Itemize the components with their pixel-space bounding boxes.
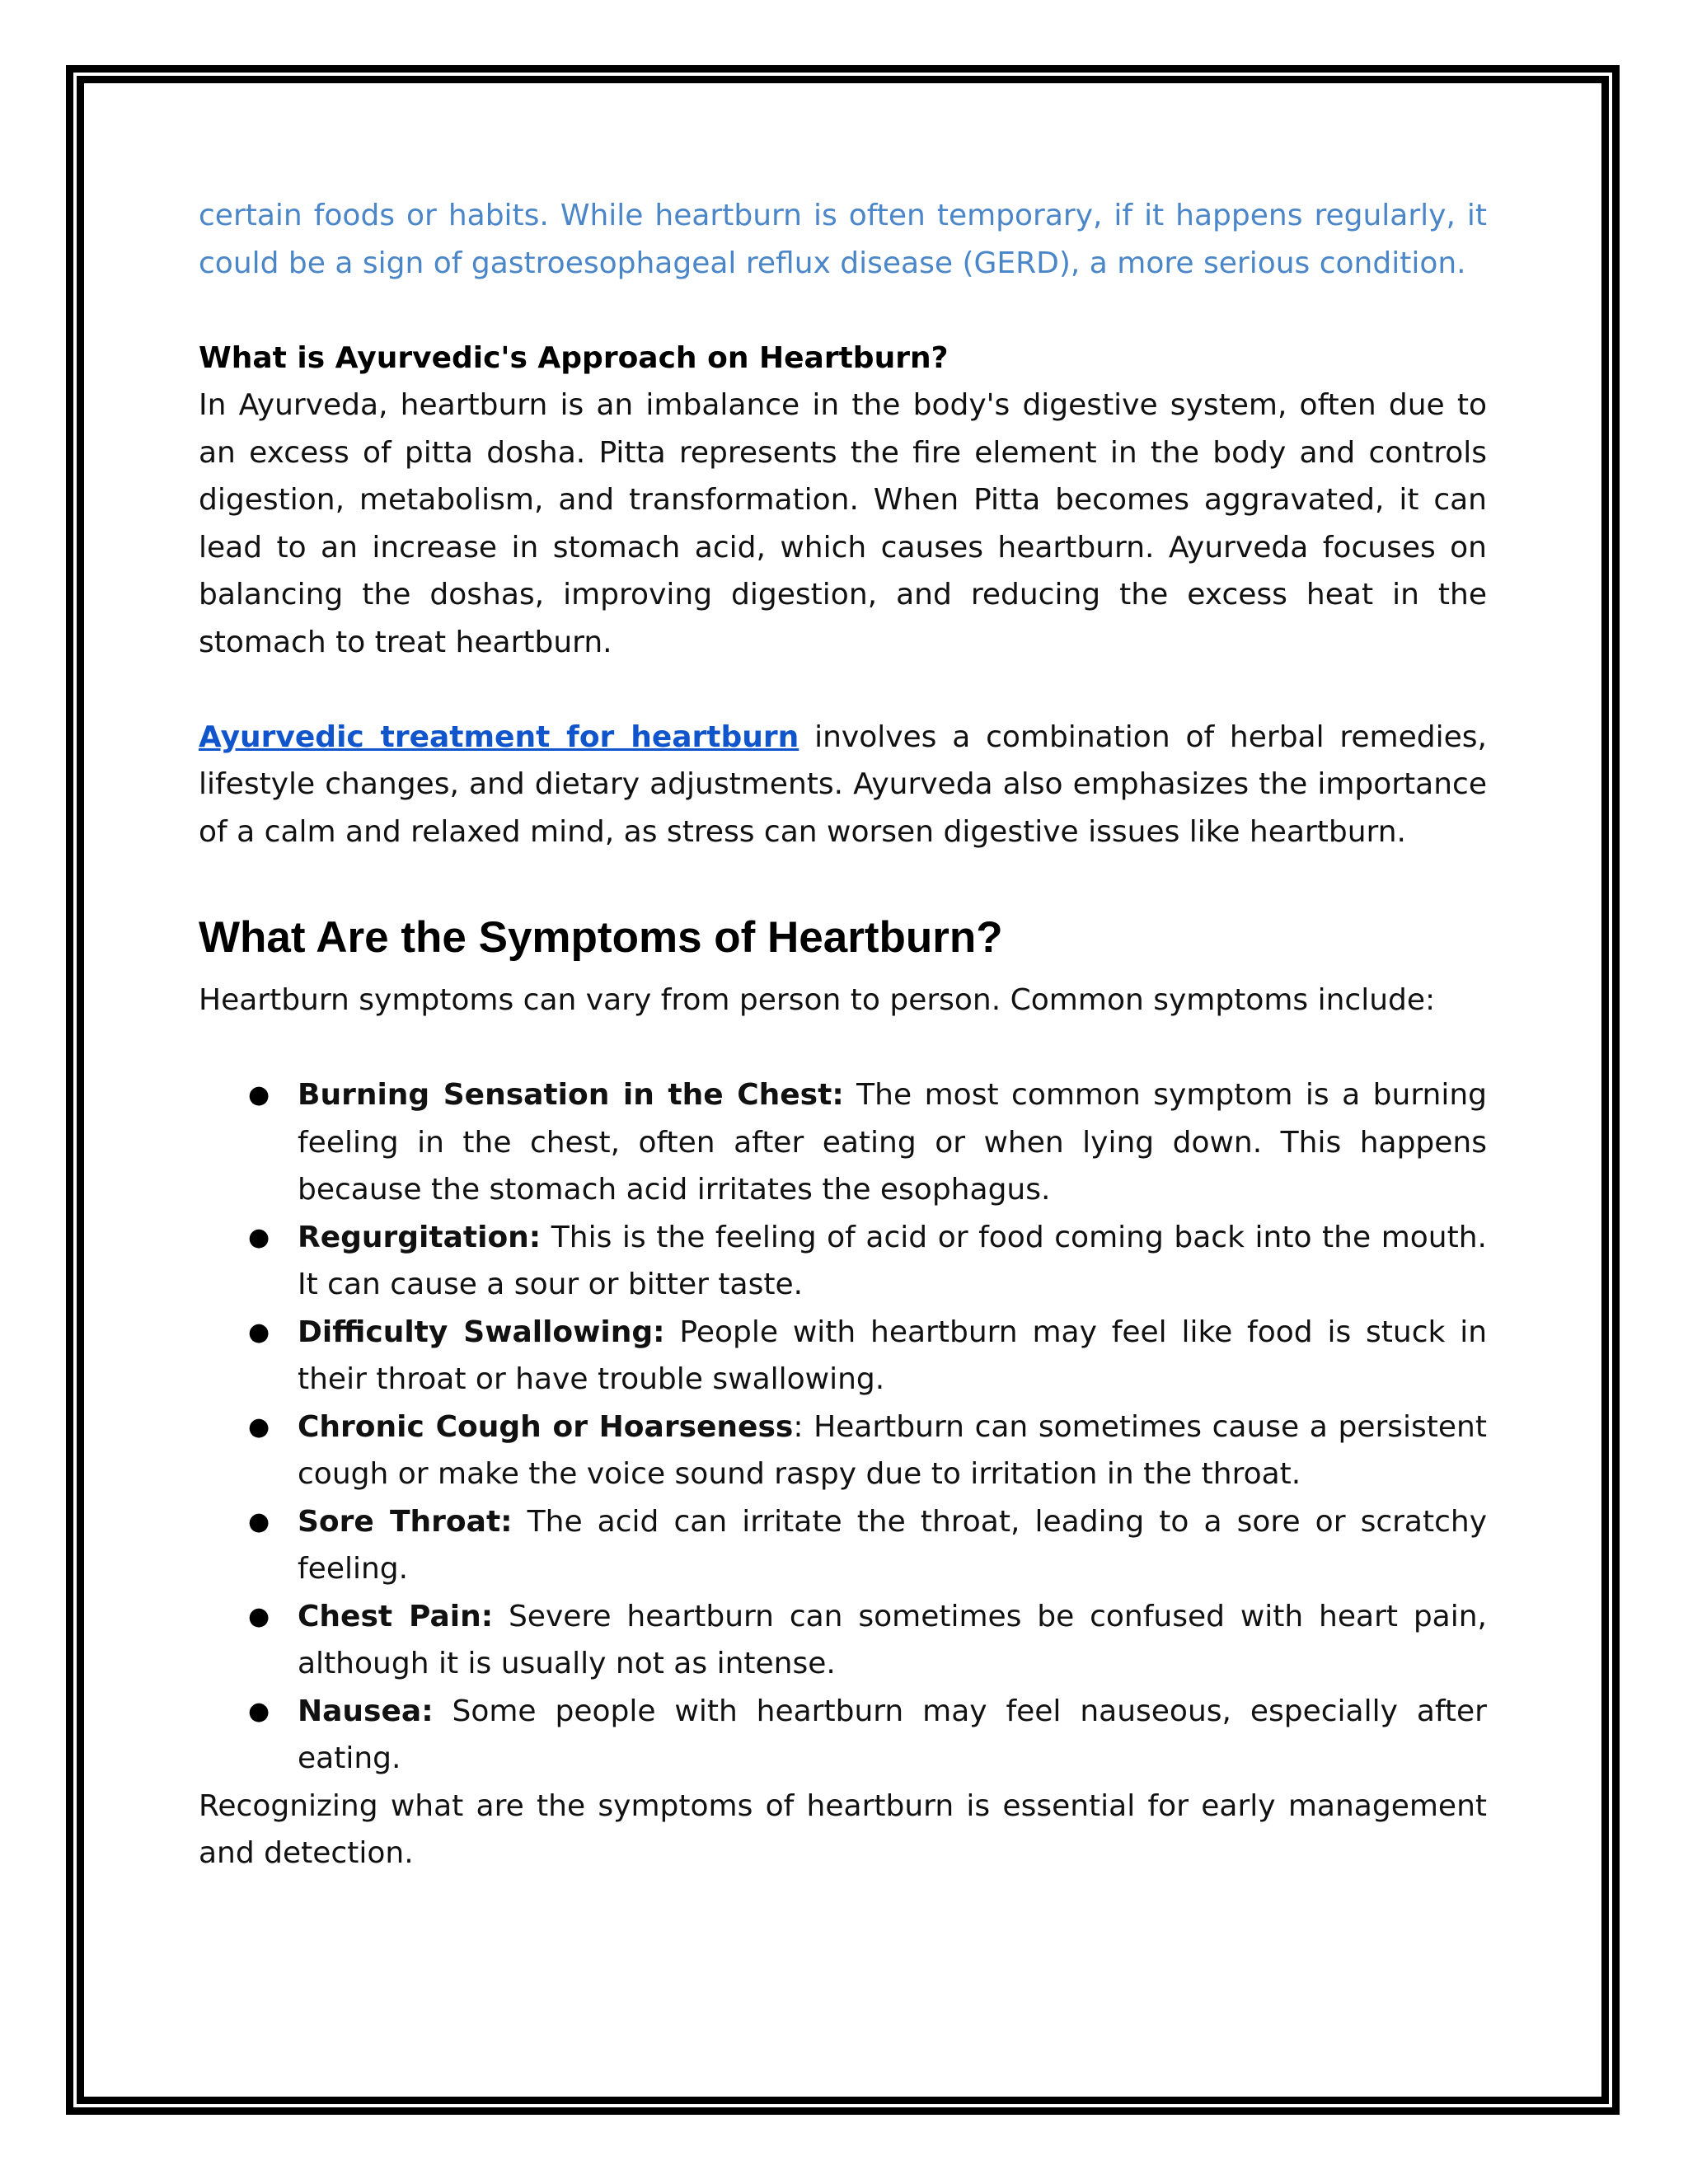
symptom-term: Regurgitation: [298, 1220, 542, 1254]
approach-paragraph: In Ayurveda, heartburn is an imbalance in the body's digestive system, often due to an excess of pitta dosha. Pitta represents the fire element in the body and controls digestion, metabolism, and transformation. When Pitta becomes aggravated, it can lead to an increase in stomach acid, which causes heartburn. Ayurveda focuses on balancing the doshas, improving digestion, and reducing the excess heat in the stomach to treat heartburn. [199, 388, 1487, 659]
treatment-paragraph [199, 714, 1487, 856]
bullet-icon: ● [248, 1412, 270, 1441]
bullet-icon: ● [248, 1222, 270, 1252]
list-item [248, 1309, 1488, 1404]
bullet-icon: ● [248, 1696, 270, 1726]
treatment-link[interactable]: Ayurvedic treatment for heartburn [199, 719, 799, 754]
intro-paragraph: certain foods or habits. While heartburn is often temporary, if it happens regularly, it could be a sign of gastroesophageal reflux disease (GERD), a more serious condition. [199, 199, 1487, 280]
symptom-term: Difficulty Swallowing: [298, 1315, 665, 1349]
treatment-text: involves a combination of herbal remedies, lifestyle changes, and dietary adjustments. Ayurveda also emphasizes the importance of a calm and relaxed mind, as stress can worsen digestive issues like heartburn. [199, 719, 1487, 849]
list-item [248, 1593, 1487, 1688]
bullet-icon: ● [248, 1080, 270, 1109]
bullet-icon: ● [248, 1507, 270, 1536]
list-item [248, 1214, 1487, 1309]
symptom-term: Sore Throat: [298, 1504, 513, 1539]
list-item [248, 1404, 1487, 1498]
list-item [248, 1498, 1488, 1593]
document-body [199, 192, 1487, 1877]
symptom-term: Burning Sensation in the Chest: [298, 1078, 844, 1112]
symptom-text: This is the feeling of acid or food coming back into the mouth. It can cause a sour or bitter taste. [298, 1220, 1487, 1301]
symptom-text: The most common symptom is a burning feeling in the chest, often after eating or when lying down. This happens because the stomach acid irritates the esophagus. [298, 1078, 1487, 1207]
list-item [248, 1688, 1487, 1783]
symptom-term: Chest Pain: [298, 1599, 494, 1633]
closing-paragraph: Recognizing what are the symptoms of heartburn is essential for early management and detection. [199, 1788, 1487, 1870]
approach-heading: What is Ayurvedic's Approach on Heartburn? [199, 340, 949, 375]
symptom-list [199, 1071, 1487, 1783]
symptom-term: Nausea: [298, 1694, 434, 1728]
list-item [248, 1071, 1487, 1214]
symptom-text: Some people with heartburn may feel nauseous, especially after eating. [298, 1694, 1487, 1775]
symptoms-heading: What Are the Symptoms of Heartburn? [199, 913, 1003, 962]
symptom-text: Severe heartburn can sometimes be confused with heart pain, although it is usually not as intense. [298, 1599, 1487, 1680]
symptom-text: The acid can irritate the throat, leading to a sore or scratchy feeling. [298, 1504, 1488, 1586]
bullet-icon: ● [248, 1601, 270, 1631]
symptom-text: : Heartburn can sometimes cause a persistent cough or make the voice sound raspy due to irritation in the throat. [298, 1409, 1487, 1491]
symptoms-intro: Heartburn symptoms can vary from person to person. Common symptoms include: [199, 983, 1436, 1017]
symptom-term: Chronic Cough or Hoarseness [298, 1409, 794, 1444]
bullet-icon: ● [248, 1317, 270, 1347]
symptom-text: People with heartburn may feel like food is stuck in their throat or have trouble swallowing. [298, 1315, 1488, 1396]
